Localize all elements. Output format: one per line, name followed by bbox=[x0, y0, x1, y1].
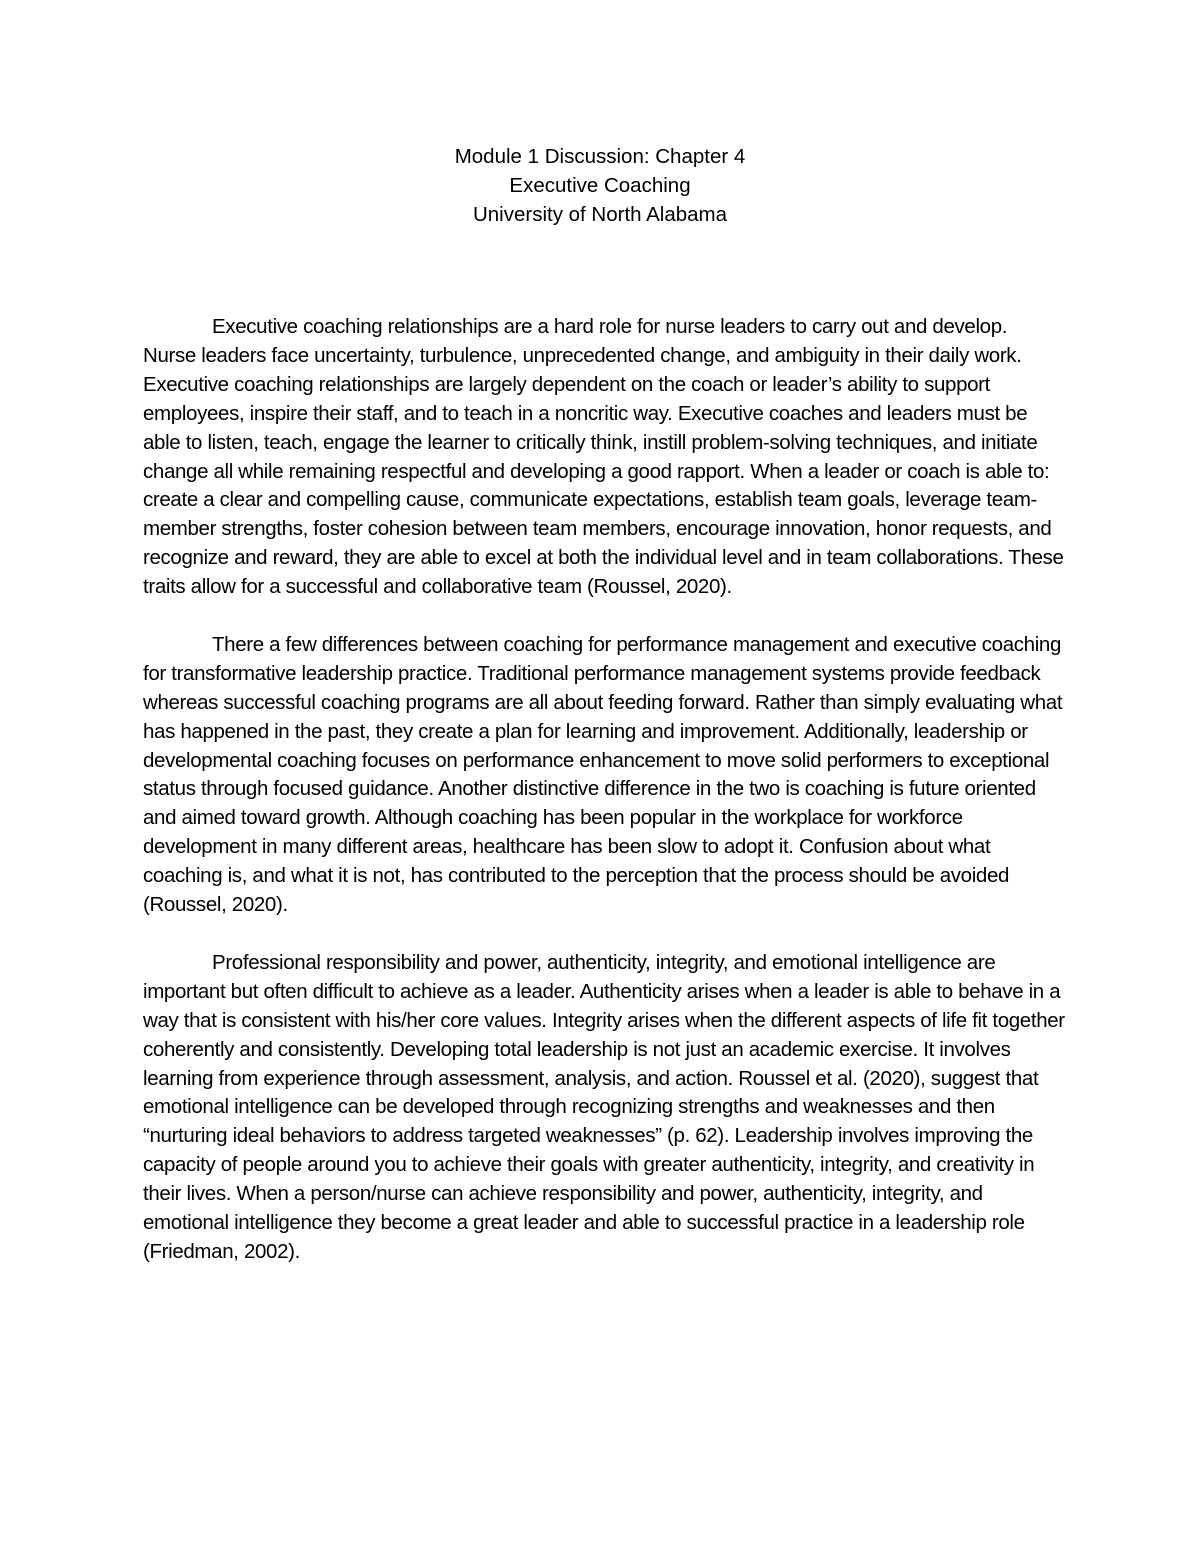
title-line-topic: Executive Coaching bbox=[509, 174, 691, 197]
title-block bbox=[0, 142, 1200, 229]
paragraph: Professional responsibility and power, authenticity, integrity, and emotional intelligence are important but often difficult to achieve as a leader. Authenticity arises when a leader is able to behave in a way that is consistent with his/her core values. Integrity arises when the different aspects of life fit together coherently and consistently. Developing total leadership is not just an academic exercise. It involves learning from experience through assessment, analysis, and action. Roussel et al. (2020), suggest that emotional intelligence can be developed through recognizing strengths and weaknesses and then “nurturing ideal behaviors to address targeted weaknesses” (p. 62). Leadership involves improving the capacity of people around you to achieve their goals with greater authenticity, integrity, and creativity in their lives. When a person/nurse can achieve responsibility and power, authenticity, integrity, and emotional intelligence they become a great leader and able to successful practice in a leadership role (Friedman, 2002). bbox=[143, 950, 1065, 1263]
title-line-module: Module 1 Discussion: Chapter 4 bbox=[454, 145, 746, 168]
paragraph: There a few differences between coaching for performance management and executive coaching for transformative leadership practice. Traditional performance management systems provide feedback whereas successful coaching programs are all about feeding forward. Rather than simply evaluating what has happened in the past, they create a plan for learning and improvement. Additionally, leadership or developmental coaching focuses on performance enhancement to move solid performers to exceptional status through focused guidance. Another distinctive difference in the two is coaching is future oriented and aimed toward growth. Although coaching has been popular in the workplace for workforce development in many different areas, healthcare has been slow to adopt it. Confusion about what coaching is, and what it is not, has contributed to the perception that the process should be avoided (Roussel, 2020). bbox=[143, 632, 1063, 917]
paragraph: Executive coaching relationships are a hard role for nurse leaders to carry out and develop. Nurse leaders face uncertainty, turbulence, unprecedented change, and ambiguity in their daily work. Executive coaching relationships are largely dependent on the coach or leader’s ability to support employees, inspire their staff, and to teach in a noncritic way. Executive coaches and leaders must be able to listen, teach, engage the learner to critically think, instill problem-solving techniques, and initiate change all while remaining respectful and developing a good rapport. When a leader or coach is able to: create a clear and compelling cause, communicate expectations, establish team goals, leverage team-member strengths, foster cohesion between team members, encourage innovation, honor requests, and recognize and reward, they are able to excel at both the individual level and in team collaborations. These traits allow for a successful and collaborative team (Roussel, 2020). bbox=[143, 315, 1064, 599]
title-line-university: University of North Alabama bbox=[472, 203, 728, 226]
body-text bbox=[143, 313, 1065, 1296]
